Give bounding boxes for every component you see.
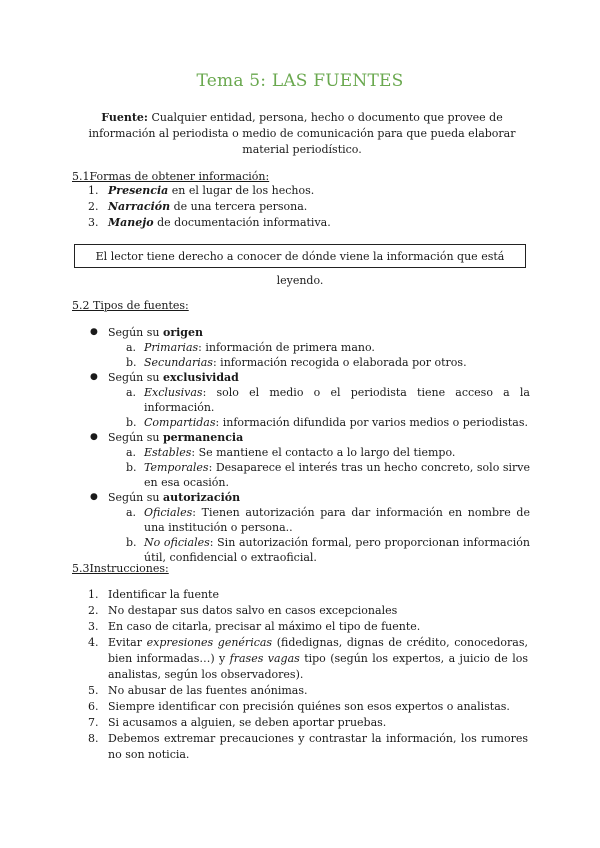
item-number: 3. xyxy=(88,620,99,633)
item-keyword: Manejo xyxy=(108,216,154,229)
sub-letter: a. xyxy=(126,506,137,519)
sub-letter: a. xyxy=(126,341,137,354)
item-number: 8. xyxy=(88,732,99,745)
item-number: 7. xyxy=(88,716,99,729)
item-number: 2. xyxy=(88,200,99,213)
section-1-list xyxy=(88,183,528,231)
item-number: 2. xyxy=(88,604,99,617)
bullet-icon: ● xyxy=(90,432,98,442)
item-keyword: Narración xyxy=(108,200,171,213)
bullet-icon: ● xyxy=(90,327,98,337)
sub-desc: : solo el medio o el periodista tiene acceso a la información. xyxy=(144,386,530,414)
item-italic: frases vagas xyxy=(229,652,300,665)
sub-desc: : Desaparece el interés tras un hecho concreto, solo sirve en esa ocasión. xyxy=(144,461,530,489)
item-text: (fidedignas, dignas de crédito, conocedoras, bien informadas…) y xyxy=(108,636,528,665)
bullet-lead: Según su xyxy=(108,371,163,384)
bullet-icon: ● xyxy=(90,492,98,502)
bullet-group xyxy=(90,370,530,430)
section-1-heading: 5.1Formas de obtener información: xyxy=(72,170,270,183)
list-item xyxy=(88,683,528,699)
sub-name: Oficiales xyxy=(144,506,193,519)
item-text: Evitar xyxy=(108,636,147,649)
item-text: No abusar de las fuentes anónimas. xyxy=(108,684,308,697)
item-number: 4. xyxy=(88,636,99,649)
item-text: Siempre identificar con precisión quiénes son esos expertos o analistas. xyxy=(108,700,510,713)
intro-definition xyxy=(88,110,516,158)
item-text: No destapar sus datos salvo en casos excepcionales xyxy=(108,604,398,617)
section-3-heading: 5.3Instrucciones: xyxy=(72,562,169,575)
sub-letter: b. xyxy=(126,461,137,474)
item-number: 6. xyxy=(88,700,99,713)
bullet-key: origen xyxy=(162,326,203,339)
bullet-key: autorización xyxy=(162,491,241,504)
list-item xyxy=(88,731,528,763)
sub-desc: : información difundida por varios medios o periodistas. xyxy=(215,416,528,429)
sub-desc: : información recogida o elaborada por otros. xyxy=(212,356,467,369)
list-item xyxy=(88,587,528,603)
section-2-list xyxy=(90,325,530,565)
list-item xyxy=(88,215,528,231)
item-keyword: Presencia xyxy=(108,184,169,197)
sub-name: Compartidas xyxy=(144,416,216,429)
sub-desc: : Tienen autorización para dar información en nombre de una institución o persona.. xyxy=(144,506,530,534)
item-number: 1. xyxy=(88,184,99,197)
item-number: 5. xyxy=(88,684,99,697)
item-text: Identificar la fuente xyxy=(108,588,219,601)
sub-name: Primarias xyxy=(144,341,199,354)
item-italic: expresiones genéricas xyxy=(146,636,273,649)
bullet-lead: Según su xyxy=(108,326,163,339)
list-item xyxy=(88,699,528,715)
item-text: de documentación informativa. xyxy=(153,216,331,229)
sub-letter: b. xyxy=(126,356,137,369)
item-text: En caso de citarla, precisar al máximo el tipo de fuente. xyxy=(108,620,421,633)
bullet-key: permanencia xyxy=(162,431,244,444)
list-item xyxy=(88,715,528,731)
item-text: Debemos extremar precauciones y contrastar la información, los rumores no son noticia. xyxy=(108,732,528,761)
sub-name: Temporales xyxy=(144,461,209,474)
item-number: 3. xyxy=(88,216,99,229)
bullet-lead: Según su xyxy=(108,491,163,504)
intro-term: Fuente: xyxy=(101,111,148,124)
sub-name: Estables xyxy=(144,446,192,459)
highlight-box: El lector tiene derecho a conocer de dónde viene la información que está leyendo. xyxy=(74,244,526,268)
bullet-lead: Según su xyxy=(108,431,163,444)
sub-name: No oficiales xyxy=(144,536,210,549)
sub-name: Exclusivas xyxy=(144,386,203,399)
bullet-icon: ● xyxy=(90,372,98,382)
list-item xyxy=(88,619,528,635)
list-item xyxy=(88,635,528,683)
item-text: en el lugar de los hechos. xyxy=(168,184,315,197)
sub-desc: : Sin autorización formal, pero proporcionan información útil, confidencial o extraoficial. xyxy=(144,536,530,564)
sub-letter: b. xyxy=(126,536,137,549)
list-item xyxy=(88,199,528,215)
section-2-heading: 5.2 Tipos de fuentes: xyxy=(72,299,189,312)
bullet-group xyxy=(90,490,530,565)
bullet-group xyxy=(90,430,530,490)
sub-desc: : información de primera mano. xyxy=(198,341,375,354)
sub-name: Secundarias xyxy=(144,356,213,369)
bullet-group xyxy=(90,325,530,370)
sub-letter: a. xyxy=(126,386,137,399)
item-text: de una tercera persona. xyxy=(170,200,308,213)
item-text: Si acusamos a alguien, se deben aportar pruebas. xyxy=(108,716,387,729)
page-title: Tema 5: LAS FUENTES xyxy=(196,71,404,91)
intro-text: Cualquier entidad, persona, hecho o documento que provee de información al periodista o medio de comunicación para que pueda elaborar material periodístico. xyxy=(88,111,516,156)
sub-desc: : Se mantiene el contacto a lo largo del tiempo. xyxy=(191,446,456,459)
section-3-list xyxy=(88,587,528,763)
item-text: tipo (según los expertos, a juicio de los analistas, según los observadores). xyxy=(108,652,529,681)
item-number: 1. xyxy=(88,588,99,601)
sub-letter: b. xyxy=(126,416,137,429)
list-item xyxy=(88,603,528,619)
list-item xyxy=(88,183,528,199)
sub-letter: a. xyxy=(126,446,137,459)
bullet-key: exclusividad xyxy=(162,371,239,384)
